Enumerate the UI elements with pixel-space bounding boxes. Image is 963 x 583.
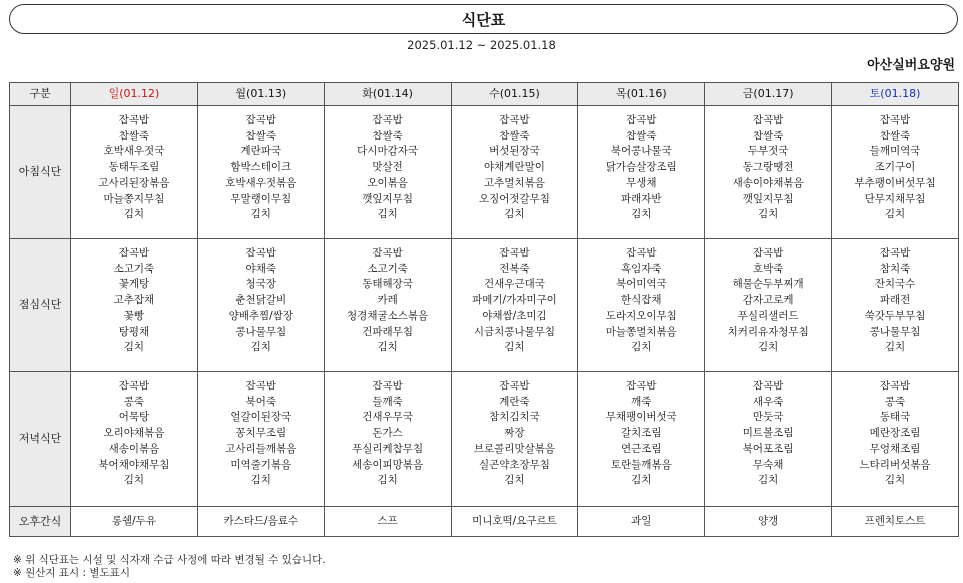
menu-item: 잡곡밥 [245,247,276,259]
menu-item: 김치 [123,341,145,354]
menu-item: 찹쌀죽 [752,129,784,142]
menu-item: 찹쌀죽 [118,129,150,142]
menu-item: 잡곡밥 [752,380,784,392]
menu-item: 잡곡밥 [626,247,657,259]
menu-item: 해물순두부찌개 [732,278,804,291]
menu-item: 김치 [884,208,906,221]
menu-item: 무엉채조림 [869,442,921,455]
meal-row-dinner [10,372,959,507]
menu-item: 파래자반 [621,192,662,205]
menu-item: 들깨죽 [372,395,403,408]
footnotes [13,554,326,580]
menu-cell [71,106,198,239]
menu-item: 짜장 [504,427,525,440]
menu-item: 시금치콩나물무침 [473,325,556,338]
menu-item: 무숙채 [752,458,784,471]
menu-item: 도라지오이무침 [605,309,677,322]
menu-item: 김치 [123,474,145,487]
menu-item: 한식잡채 [621,294,662,307]
menu-item: 소고기죽 [367,262,408,275]
menu-cell [451,372,578,507]
menu-item: 꽃빵 [123,309,145,322]
day-header-sat: 토(01.18) [832,83,959,106]
menu-item: 김치 [377,208,398,221]
menu-cell [705,239,832,372]
menu-item: 잡곡밥 [499,247,530,259]
menu-item: 고사리들깨볶음 [225,442,297,455]
menu-item: 양배추찜/쌈장 [228,309,293,322]
menu-item: 부추팽이버섯무침 [854,176,936,189]
menu-item: 단무지채무침 [864,192,926,205]
snack-cell: 롱쉘/두유 [71,507,198,537]
menu-item: 김치 [631,208,652,221]
snack-cell: 카스타드/음료수 [197,507,324,537]
menu-item: 참치죽 [879,262,911,275]
menu-item: 감자고로케 [742,294,794,307]
menu-cell [197,372,324,507]
menu-cell [197,239,324,372]
menu-item: 잡곡밥 [118,380,150,392]
menu-item: 동태국 [879,411,911,424]
menu-item: 세송이피망볶음 [352,458,424,471]
menu-item: 호박죽 [752,262,784,275]
menu-item: 참치김치국 [489,411,540,424]
menu-item: 오리야채볶음 [103,427,165,440]
menu-item: 김치 [757,208,779,221]
menu-item: 김치 [631,341,652,354]
menu-item: 무말랭이무침 [230,192,292,205]
menu-item: 실곤약초장무침 [478,458,550,471]
menu-item: 마늘쫑멸치볶음 [605,325,677,338]
menu-item: 파래전 [879,294,911,307]
menu-item: 김치 [631,474,652,487]
menu-cell [578,106,705,239]
menu-item: 카레 [377,294,398,307]
menu-cell [705,372,832,507]
menu-cell [71,239,198,372]
menu-item: 잡곡밥 [626,380,657,392]
row-label-snack: 오후간식 [10,507,71,537]
menu-item: 잡곡밥 [118,114,150,126]
menu-item: 김치 [757,341,779,354]
menu-item: 잡곡밥 [118,247,150,259]
menu-item: 김치 [757,474,779,487]
menu-item: 찹쌀죽 [372,129,403,142]
menu-cell [451,239,578,372]
menu-item: 고추멸치볶음 [484,176,545,189]
menu-item: 깨죽 [631,395,652,408]
row-label-breakfast: 아침식단 [10,106,71,239]
menu-cell [324,106,451,239]
menu-item: 브로콜리맛살볶음 [473,442,556,455]
menu-item: 찹쌀죽 [879,129,911,142]
day-header-fri: 금(01.17) [705,83,832,106]
menu-item: 동그랑땡전 [742,161,794,174]
menu-item: 콩나물무침 [869,325,921,338]
footnote-change: ※ 위 식단표는 시설 및 식자재 수급 사정에 따라 변경될 수 있습니다. [13,554,326,566]
menu-item: 흑임자죽 [621,262,662,275]
menu-cell [578,239,705,372]
menu-item: 두부젓국 [747,145,789,158]
menu-item: 잡곡밥 [372,114,403,126]
menu-item: 돈가스 [372,427,403,440]
menu-item: 찹쌀죽 [626,129,657,142]
menu-item: 콩죽 [123,395,145,408]
menu-item: 김치 [504,208,525,221]
menu-item: 파메기/가자미구이 [472,294,557,307]
menu-item: 잡곡밥 [499,114,530,126]
menu-item: 잡곡밥 [879,114,911,126]
menu-item: 오징어젓갈무침 [478,192,550,205]
menu-item: 잡곡밥 [499,380,530,392]
menu-item: 김치 [504,341,525,354]
menu-item: 조기구이 [874,161,916,174]
snack-cell: 스프 [324,507,451,537]
row-label-dinner: 저녁식단 [10,372,71,507]
menu-item: 계란죽 [499,395,530,408]
menu-item: 잔치국수 [874,278,916,291]
menu-cell [324,372,451,507]
menu-item: 버섯된장국 [489,145,540,158]
menu-item: 다시마감자국 [357,145,419,158]
organization-name: 아산실버요양원 [867,58,955,73]
menu-item: 잡곡밥 [245,114,276,126]
meal-row-breakfast [10,106,959,239]
menu-item: 새송이볶음 [108,442,160,455]
menu-item: 전복죽 [499,262,530,275]
menu-item: 건새우무국 [362,411,413,424]
menu-item: 꽁치무조림 [235,427,287,440]
menu-item: 새송이야채볶음 [732,176,804,189]
menu-item: 잡곡밥 [752,247,784,259]
menu-cell [324,239,451,372]
menu-item: 김치 [377,474,398,487]
menu-item: 느타리버섯볶음 [859,458,931,471]
menu-cell [71,372,198,507]
menu-item: 잡곡밥 [372,247,403,259]
menu-item: 잡곡밥 [879,380,911,392]
menu-item: 호박새우젓볶음 [225,176,297,189]
menu-item: 야채죽 [245,262,276,275]
menu-item: 쑥갓두부무침 [864,309,926,322]
menu-item: 김치 [250,341,271,354]
snack-cell: 과일 [578,507,705,537]
menu-item: 찹쌀죽 [499,129,530,142]
menu-item: 북어채야채무침 [98,458,170,471]
menu-item: 토란들깨볶음 [610,458,672,471]
menu-item: 동태두조림 [108,161,160,174]
menu-item: 닭가슴살장조림 [605,161,677,174]
menu-item: 북어콩나물국 [610,145,672,158]
menu-item: 마늘쫑지무침 [103,192,165,205]
menu-cell [832,106,959,239]
menu-item: 콩나물무침 [235,325,287,338]
menu-item: 김치 [123,208,145,221]
menu-item: 동태해장국 [362,278,413,291]
menu-item: 잡곡밥 [752,114,784,126]
menu-item: 연근조림 [621,442,662,455]
menu-item: 찹쌀죽 [245,129,276,142]
menu-item: 함박스테이크 [230,161,292,174]
menu-item: 야채쌈/초미김 [482,309,547,322]
menu-cell [832,372,959,507]
menu-item: 북어포조림 [742,442,794,455]
menu-item: 북어미역국 [615,278,667,291]
menu-item: 깻잎지무침 [742,192,794,205]
menu-item: 잡곡밥 [879,247,911,259]
row-label-lunch: 점심식단 [10,239,71,372]
day-header-thu: 목(01.16) [578,83,705,106]
snack-cell: 양갱 [705,507,832,537]
menu-item: 건새우근대국 [484,278,545,291]
menu-item: 고사리된장볶음 [98,176,170,189]
menu-item: 푸실리케찹무침 [352,442,424,455]
menu-item: 갈치조림 [621,427,662,440]
menu-item: 김치 [504,474,525,487]
menu-item: 춘천닭갈비 [235,294,287,307]
menu-item: 메란장조림 [869,427,921,440]
menu-item: 얼갈이된장국 [230,411,292,424]
snack-row [10,507,959,537]
day-header-tue: 화(01.14) [324,83,451,106]
menu-item: 청국장 [245,278,276,291]
weekly-menu-table [9,82,959,537]
menu-item: 미역줄기볶음 [230,458,292,471]
menu-item: 잡곡밥 [372,380,403,392]
menu-period: 2025.01.12 ~ 2025.01.18 [407,38,556,52]
menu-item: 맛살전 [372,161,403,174]
menu-item: 푸실리샐러드 [737,309,799,322]
header-row [10,83,959,106]
menu-cell [832,239,959,372]
menu-item: 김치 [377,341,398,354]
menu-item: 김치 [884,474,906,487]
menu-cell [705,106,832,239]
menu-item: 무채팽이버섯국 [605,411,677,424]
menu-item: 깻잎지무침 [362,192,413,205]
menu-item: 북어죽 [245,395,276,408]
day-header-sun: 일(01.12) [71,83,198,106]
menu-item: 김치 [250,474,271,487]
menu-cell [197,106,324,239]
menu-item: 계란파국 [240,145,282,158]
menu-item: 오이볶음 [367,176,408,189]
menu-cell [578,372,705,507]
menu-item: 치커리유자청무침 [727,325,809,338]
snack-cell: 프렌치토스트 [832,507,959,537]
day-header-wed: 수(01.15) [451,83,578,106]
snack-cell: 미니호떡/요구르트 [451,507,578,537]
menu-item: 고추잡채 [113,294,155,307]
day-header-mon: 월(01.13) [197,83,324,106]
menu-item: 김치 [250,208,271,221]
menu-item: 탕평채 [118,325,150,338]
menu-item: 잡곡밥 [245,380,276,392]
menu-item: 소고기죽 [113,262,155,275]
menu-item: 들깨미역국 [869,145,921,158]
menu-item: 잡곡밥 [626,114,657,126]
menu-item: 건파래무침 [362,325,413,338]
menu-item: 김치 [884,341,906,354]
menu-item: 어묵탕 [118,411,150,424]
menu-item: 무생채 [626,176,657,189]
header-label: 구분 [10,83,71,106]
meal-row-lunch [10,239,959,372]
menu-item: 야채계란말이 [484,161,545,174]
menu-item: 청경채굴소스볶음 [347,309,429,322]
menu-title-box [9,4,958,34]
footnote-origin: ※ 원산지 표시 : 별도표시 [13,567,130,579]
menu-item: 만둣국 [752,411,784,424]
menu-item: 새우죽 [752,395,784,408]
menu-item: 콩죽 [884,395,906,408]
menu-item: 호박새우젓국 [103,145,165,158]
menu-item: 미트볼조림 [742,427,794,440]
menu-item: 꽃게탕 [118,278,150,291]
menu-cell [451,106,578,239]
page-title: 식단표 [461,10,506,29]
